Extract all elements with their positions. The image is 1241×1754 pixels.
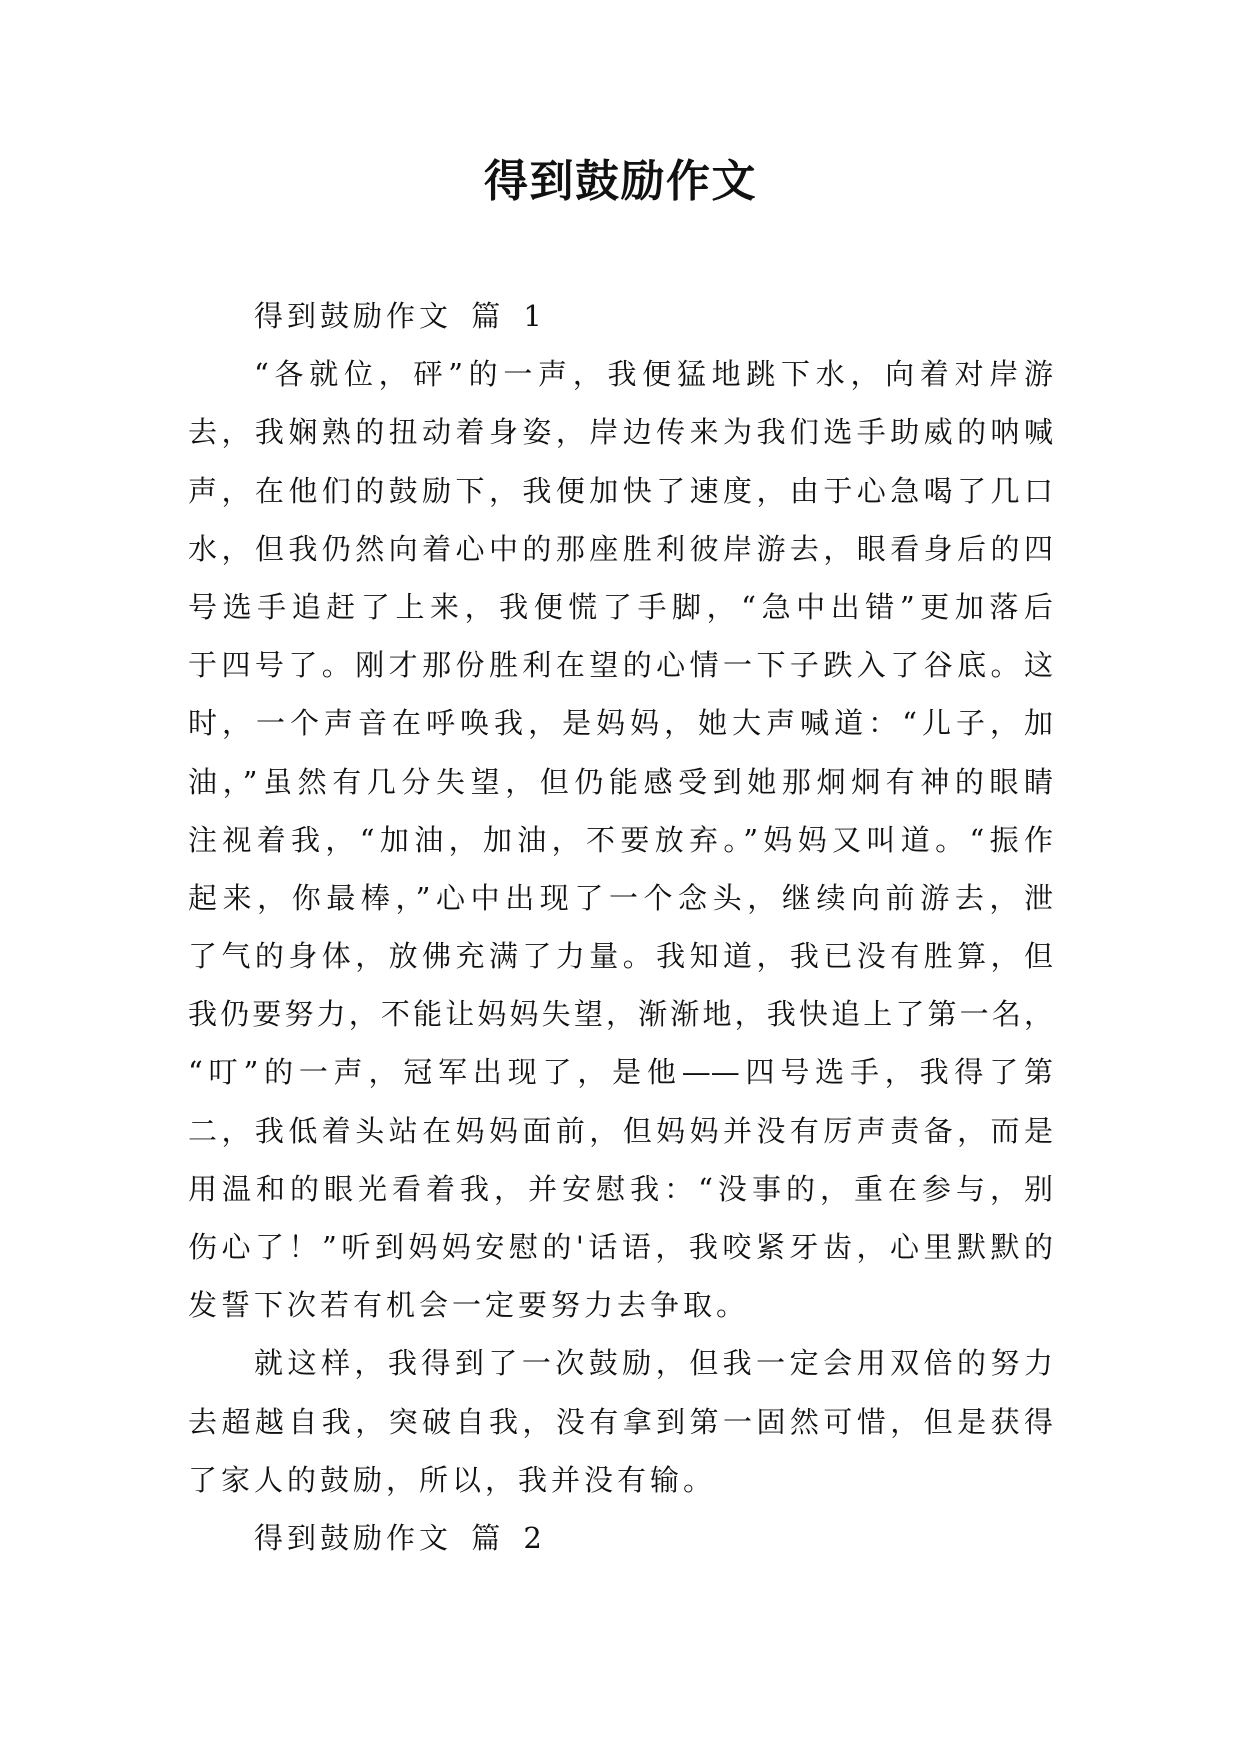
text-line: 二，我低着头站在妈妈面前，但妈妈并没有厉声责备，而是 bbox=[188, 1113, 1053, 1148]
text-line: 号选手追赶了上来，我便慌了手脚，“急中出错”更加落后 bbox=[188, 589, 1053, 624]
text-line: “各就位，砰”的一声，我便猛地跳下水，向着对岸游 bbox=[254, 357, 1053, 392]
text-line: 去超越自我，突破自我，没有拿到第一固然可惜，但是获得 bbox=[188, 1404, 1053, 1439]
text-line: 伤心了！”听到妈妈安慰的'话语，我咬紧牙齿，心里默默的 bbox=[188, 1230, 1053, 1264]
document-body bbox=[188, 287, 1053, 1567]
text-line: 水，但我仍然向着心中的那座胜利彼岸游去，眼看身后的四 bbox=[188, 531, 1053, 566]
text-line: 用温和的眼光看着我，并安慰我：“没事的，重在参与，别 bbox=[188, 1171, 1053, 1206]
essay-section-1 bbox=[188, 287, 1053, 1509]
text-line: 时，一个声音在呼唤我，是妈妈，她大声喊道：“儿子，加 bbox=[188, 706, 1053, 741]
text-line: 油，”虽然有几分失望，但仍能感受到她那炯炯有神的眼睛 bbox=[188, 764, 1053, 799]
paragraph bbox=[188, 1334, 1053, 1509]
text-line: 我仍要努力，不能让妈妈失望，渐渐地，我快追上了第一名， bbox=[188, 997, 1053, 1032]
text-line: 发誓下次若有机会一定要努力去争取。 bbox=[188, 1288, 750, 1323]
essay-section-2 bbox=[188, 1509, 1053, 1567]
text-line: 了气的身体，放佛充满了力量。我知道，我已没有胜算，但 bbox=[188, 939, 1053, 974]
text-line: 了家人的鼓励，所以，我并没有输。 bbox=[188, 1462, 717, 1497]
document-title: 得到鼓励作文 bbox=[484, 156, 757, 207]
text-line: 起来，你最棒，”心中出现了一个念头，继续向前游去，泄 bbox=[188, 880, 1053, 915]
section-heading: 得到鼓励作文 篇 2 bbox=[254, 1520, 546, 1555]
paragraph bbox=[188, 345, 1053, 1334]
text-line: 于四号了。刚才那份胜利在望的心情一下子跌入了谷底。这 bbox=[188, 648, 1053, 683]
text-line: 注视着我，“加油，加油，不要放弃。”妈妈又叫道。“振作 bbox=[188, 822, 1053, 857]
text-line: 声，在他们的鼓励下，我便加快了速度，由于心急喝了几口 bbox=[188, 473, 1053, 508]
section-heading: 得到鼓励作文 篇 1 bbox=[254, 299, 546, 333]
text-line: 去，我娴熟的扭动着身姿，岸边传来为我们选手助威的呐喊 bbox=[188, 415, 1053, 450]
text-line: 就这样，我得到了一次鼓励，但我一定会用双倍的努力 bbox=[254, 1346, 1053, 1381]
text-line: “叮”的一声，冠军出现了，是他——四号选手，我得了第 bbox=[188, 1055, 1053, 1090]
